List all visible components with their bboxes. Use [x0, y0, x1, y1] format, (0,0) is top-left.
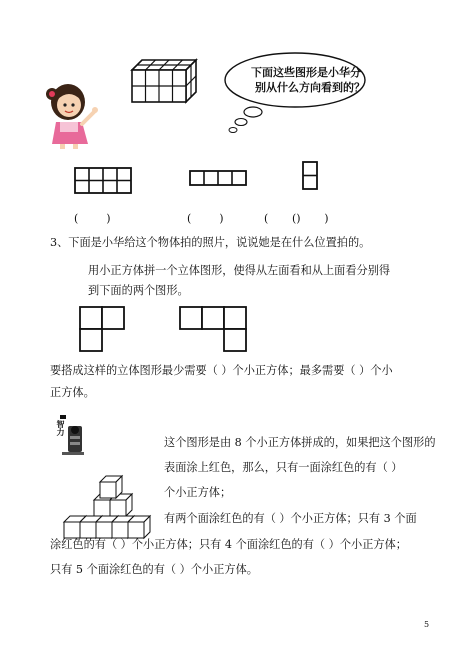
answer-blank-1[interactable]: ( ) — [74, 212, 111, 225]
answer-blank-2[interactable]: ( ) — [187, 212, 224, 225]
q3-title: 3、下面是小华给这个物体拍的照片，说说她是在什么位置拍的。 — [50, 236, 371, 249]
puzzle-line5: 涂红色的有（ ）个小正方体；只有 4 个面涂红色的有（ ）个小正方体； — [50, 538, 407, 551]
q3-para2-line1: 要搭成这样的立体图形最少需要（ ）个小正方体；最多需要（ ）个小 — [50, 364, 393, 377]
puzzle-badge-label: 智力 — [56, 420, 66, 436]
answer-blank-3[interactable]: ( ) — [264, 212, 301, 225]
girl-illustration — [42, 78, 104, 150]
top-view-figure — [179, 306, 249, 352]
bubble-text-line2: 别从什么方向看到的？ — [255, 81, 365, 94]
view-figure-side — [302, 161, 320, 191]
bubble-text-line1: 下面这些图形是小华分 — [251, 66, 361, 79]
view-figure-top — [189, 170, 249, 186]
cuboid-drawing — [130, 58, 200, 106]
left-view-figure — [79, 306, 127, 352]
q3-para1-line2: 到下面的两个图形。 — [88, 284, 189, 297]
puzzle-line6: 只有 5 个面涂红色的有（ ）个小正方体。 — [50, 563, 258, 576]
page-number: 5 — [424, 620, 430, 629]
stacked-cubes-drawing — [60, 472, 160, 540]
q3-para2-line2: 正方体。 — [50, 386, 95, 399]
puzzle-line4: 有两个面涂红色的有（ ）个小正方体；只有 3 个面 — [164, 512, 417, 525]
view-figure-front — [74, 167, 134, 195]
puzzle-line1: 这个图形是由 8 个小正方体拼成的，如果把这个图形的 — [164, 436, 436, 449]
q3-para1-line1: 用小正方体拼一个立体图形，使得从左面看和从上面看分别得 — [88, 264, 391, 277]
puzzle-line3: 个小正方体； — [164, 486, 232, 499]
puzzle-line2: 表面涂上红色，那么，只有一面涂红色的有（ ） — [164, 461, 403, 474]
answer-blank-4[interactable]: ( ) — [292, 212, 329, 225]
